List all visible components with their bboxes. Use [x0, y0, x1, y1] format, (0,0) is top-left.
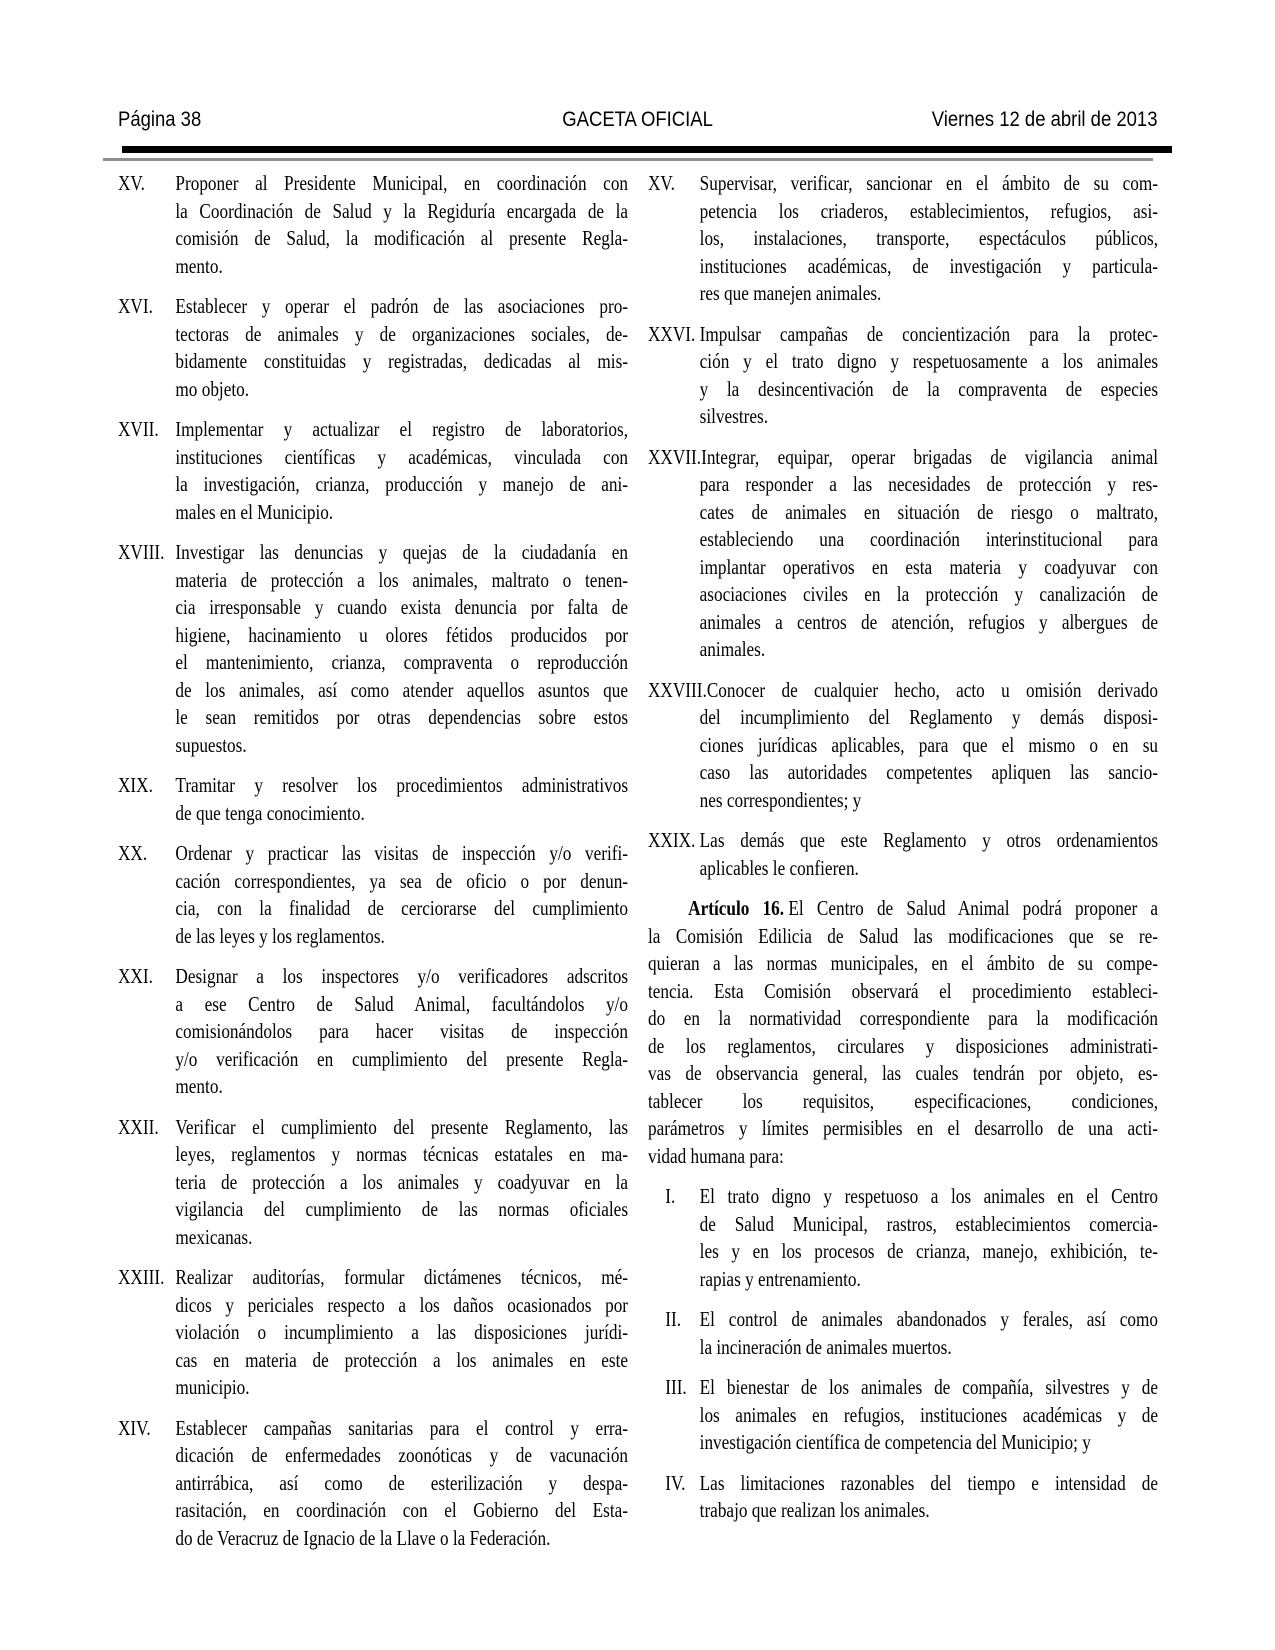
line-text: de Salud Municipal, rastros, establecimientos comercia- — [699, 1211, 1159, 1236]
text-line — [118, 991, 628, 1019]
text-line — [118, 1415, 628, 1443]
line-text: cia, con la finalidad de cerciorarse del cumplimiento — [175, 896, 629, 920]
text-line — [648, 1088, 1158, 1116]
text-line — [118, 649, 628, 677]
text-line — [118, 1319, 628, 1347]
item-number: XIV. — [118, 1415, 151, 1440]
text-line — [648, 581, 1158, 609]
line-text: males en el Municipio. — [175, 499, 334, 524]
text-line — [665, 1211, 1158, 1239]
line-text: Designar a los inspectores y/o verificadores adscritos — [175, 964, 629, 988]
text-line — [648, 280, 1158, 308]
text-line — [118, 1264, 628, 1292]
line-text: aplicables le confieren. — [699, 855, 859, 880]
line-text: los, instalaciones, transporte, espectáculos públicos, — [699, 226, 1159, 250]
text-line — [665, 1470, 1158, 1498]
line-text: Integrar, equipar, operar brigadas de vigilancia animal — [701, 444, 1159, 469]
line-text: de los animales, así como atender aquellos asuntos que — [175, 677, 629, 702]
text-line — [665, 1306, 1158, 1334]
text-line — [665, 1374, 1158, 1402]
text-line — [118, 1141, 628, 1169]
list-item — [118, 539, 628, 759]
list-item — [118, 293, 628, 403]
item-number: XV. — [118, 171, 145, 195]
line-text: comisionándolos para hacer visitas de inspección — [175, 1019, 629, 1043]
line-text: de los reglamentos, circulares y disposiciones administrati- — [648, 1033, 1159, 1058]
line-text: dicación de enfermedades zoonóticas y de vacunación — [175, 1443, 629, 1467]
text-line — [665, 1183, 1158, 1211]
line-text: y la desincentivación de la compraventa de especies — [699, 376, 1159, 401]
line-text: Implementar y actualizar el registro de laboratorios, — [175, 417, 629, 441]
left-column — [118, 170, 628, 1565]
line-text: caso las autoridades competentes apliquen las sancio- — [699, 760, 1159, 784]
line-text: bidamente constituidas y registradas, dedicadas al mis- — [175, 349, 629, 373]
item-number: XXVI. — [648, 321, 696, 346]
line-text: a ese Centro de Salud Animal, facultándolos y/o — [175, 991, 629, 1016]
line-text: asociaciones civiles en la protección y canalización de — [699, 582, 1159, 606]
list-item — [648, 444, 1158, 664]
item-number: III. — [665, 1375, 687, 1399]
text-line — [118, 1073, 628, 1101]
line-text: nes correspondientes; y — [699, 787, 862, 812]
item-number: XVIII. — [118, 540, 165, 564]
line-text: supuestos. — [175, 732, 247, 757]
text-line — [118, 1196, 628, 1224]
line-text: El bienestar de los animales de compañía, silvestres y de — [699, 1375, 1159, 1399]
text-line — [648, 787, 1158, 815]
text-line — [648, 609, 1158, 637]
text-line — [118, 868, 628, 896]
line-text: la incineración de animales muertos. — [699, 1334, 952, 1359]
text-line — [648, 827, 1158, 855]
item-number: XV. — [648, 171, 675, 195]
text-line — [648, 253, 1158, 281]
article-label: Artículo 16. — [688, 896, 785, 920]
text-line — [118, 416, 628, 444]
line-text: Tramitar y resolver los procedimientos administrativos — [175, 773, 629, 797]
line-text: vas de observancia general, las cuales tendrán por objeto, es- — [648, 1061, 1159, 1085]
text-line — [118, 1470, 628, 1498]
line-text: dicos y periciales respecto a los daños ocasionados por — [175, 1292, 629, 1317]
text-line — [118, 321, 628, 349]
text-line — [118, 253, 628, 281]
line-text: investigación científica de competencia del Municipio; y — [699, 1430, 1091, 1454]
line-text: implantar operativos en esta materia y coadyuvar con — [699, 554, 1159, 579]
text-line — [118, 1169, 628, 1197]
line-text: la Comisión Edilicia de Salud las modificaciones que se re- — [648, 923, 1159, 948]
line-text: le sean remitidos por otras dependencias sobre estos — [175, 705, 629, 729]
text-line — [118, 677, 628, 705]
list-item — [118, 1114, 628, 1252]
text-line — [665, 1429, 1158, 1457]
item-number: XXVIII. — [648, 677, 707, 702]
text-line — [118, 594, 628, 622]
text-line — [118, 471, 628, 499]
text-line — [118, 1114, 628, 1142]
list-item — [665, 1306, 1158, 1361]
line-text: y/o verificación en cumplimiento del presente Regla- — [175, 1046, 629, 1071]
line-text: parámetros y límites permisibles en el desarrollo de una acti- — [648, 1116, 1159, 1140]
line-text: la investigación, crianza, producción y manejo de ani- — [175, 472, 629, 496]
text-line — [118, 704, 628, 732]
list-item — [118, 963, 628, 1101]
item-number: XXII. — [118, 1114, 159, 1139]
text-line — [648, 677, 1158, 705]
line-text: mento. — [175, 1074, 223, 1098]
text-line — [118, 923, 628, 951]
text-line — [648, 855, 1158, 883]
line-text: estableciendo una coordinación interinstitucional para — [699, 527, 1159, 551]
text-line — [648, 1143, 1158, 1171]
list-item — [665, 1374, 1158, 1457]
line-text: Conocer de cualquier hecho, acto u omisión derivado — [706, 677, 1159, 702]
page-number: Página 38 — [118, 108, 202, 131]
line-text: mo objeto. — [175, 376, 250, 401]
header-rule-primary — [122, 146, 1172, 153]
text-line — [118, 732, 628, 760]
list-item — [118, 416, 628, 526]
line-text: quieran a las normas municipales, en el ámbito de su compe- — [648, 951, 1159, 975]
line-text: antirrábica, así como de esterilización y despa- — [175, 1470, 629, 1495]
line-text: Realizar auditorías, formular dictámenes técnicos, mé- — [175, 1265, 629, 1289]
right-column — [648, 170, 1158, 1538]
text-line — [648, 471, 1158, 499]
line-text: del incumplimiento del Reglamento y demás disposi- — [699, 705, 1159, 729]
line-text: tablecer los requisitos, especificaciones, condiciones, — [648, 1088, 1159, 1113]
list-item — [648, 677, 1158, 815]
item-number: XIX. — [118, 773, 153, 797]
list-item — [665, 1183, 1158, 1293]
line-text: la Coordinación de Salud y la Regiduría encargada de la — [175, 198, 629, 223]
text-line — [648, 321, 1158, 349]
text-line — [118, 1292, 628, 1320]
line-text: violación o incumplimiento a las disposiciones jurídi- — [175, 1320, 629, 1344]
line-text: Las limitaciones razonables del tiempo e intensidad de — [699, 1470, 1159, 1495]
list-item — [118, 1264, 628, 1402]
text-line — [648, 895, 1158, 923]
line-text: Supervisar, verificar, sancionar en el ámbito de su com- — [699, 171, 1159, 195]
line-text: rasitación, en coordinación con el Gobierno del Esta- — [175, 1498, 629, 1522]
text-line — [648, 1005, 1158, 1033]
line-text: Establecer campañas sanitarias para el control y erra- — [175, 1415, 629, 1440]
text-line — [648, 950, 1158, 978]
text-line — [118, 840, 628, 868]
text-line — [648, 1060, 1158, 1088]
line-text: les y en los procesos de crianza, manejo, exhibición, te- — [699, 1239, 1159, 1263]
text-line — [648, 554, 1158, 582]
line-text: mexicanas. — [175, 1224, 253, 1249]
line-text: municipio. — [175, 1375, 250, 1399]
line-text: instituciones científicas y académicas, vinculada con — [175, 444, 629, 469]
text-line — [665, 1334, 1158, 1362]
line-text: vigilancia del cumplimiento de las normas oficiales — [175, 1197, 629, 1221]
text-line — [648, 403, 1158, 431]
text-line — [118, 1224, 628, 1252]
list-item — [648, 827, 1158, 882]
line-text: Verificar el cumplimiento del presente Reglamento, las — [175, 1114, 629, 1139]
item-number: XXIII. — [118, 1265, 165, 1289]
text-line — [118, 444, 628, 472]
text-line — [118, 293, 628, 321]
line-text: trabajo que realizan los animales. — [699, 1498, 930, 1522]
item-number: XX. — [118, 841, 148, 865]
text-line — [648, 444, 1158, 472]
line-text: Ordenar y practicar las visitas de inspección y/o verifi- — [175, 841, 629, 865]
text-line — [665, 1238, 1158, 1266]
text-line — [118, 1374, 628, 1402]
line-text: cia irresponsable y cuando exista denuncia por falta de — [175, 595, 629, 619]
text-line — [118, 622, 628, 650]
text-line — [118, 895, 628, 923]
line-text: materia de protección a los animales, maltrato o tenen- — [175, 567, 629, 592]
list-item — [118, 1415, 628, 1553]
text-line — [648, 198, 1158, 226]
text-line — [665, 1402, 1158, 1430]
line-text: animales a centros de atención, refugios y albergues de — [699, 609, 1159, 634]
line-text: para responder a las necesidades de protección y res- — [699, 472, 1159, 496]
line-text: de las leyes y los reglamentos. — [175, 923, 385, 948]
gazette-title: GACETA OFICIAL — [562, 108, 713, 131]
line-text: ción y el trato digno y respetuosamente a los animales — [699, 349, 1159, 373]
text-line — [118, 225, 628, 253]
line-text: cates de animales en situación de riesgo o maltrato, — [699, 499, 1159, 524]
line-text: instituciones académicas, de investigación y particula- — [699, 253, 1159, 278]
header-date: Viernes 12 de abril de 2013 — [931, 108, 1157, 131]
line-text: Impulsar campañas de concientización para la protec- — [699, 321, 1159, 346]
line-text: silvestres. — [699, 404, 769, 428]
text-line — [118, 1442, 628, 1470]
line-text: Las demás que este Reglamento y otros ordenamientos — [699, 828, 1159, 852]
line-text: teria de protección a los animales y coadyuvar en la — [175, 1169, 629, 1194]
text-line — [648, 499, 1158, 527]
line-text: El Centro de Salud Animal podrá proponer a — [788, 896, 1159, 920]
list-item — [665, 1470, 1158, 1525]
text-line — [648, 732, 1158, 760]
text-line — [665, 1266, 1158, 1294]
line-text: mento. — [175, 253, 223, 278]
line-text: leyes, reglamentos y normas técnicas estatales en ma- — [175, 1142, 629, 1166]
text-line — [118, 539, 628, 567]
text-line — [648, 348, 1158, 376]
line-text: higiene, hacinamiento u olores fétidos producidos por — [175, 622, 629, 647]
item-number: II. — [665, 1307, 682, 1331]
item-number: I. — [665, 1184, 676, 1208]
line-text: el mantenimiento, crianza, compraventa o reproducción — [175, 650, 629, 674]
page-header — [118, 108, 1157, 134]
line-text: tectoras de animales y de organizaciones sociales, de- — [175, 321, 629, 346]
article-paragraph — [648, 895, 1158, 1170]
list-item — [118, 170, 628, 280]
text-line — [118, 376, 628, 404]
line-text: El trato digno y respetuoso a los animales en el Centro — [699, 1184, 1159, 1208]
line-text: vidad humana para: — [648, 1143, 784, 1168]
text-line — [648, 376, 1158, 404]
text-line — [665, 1497, 1158, 1525]
line-text: do en la normatividad correspondiente para la modificación — [648, 1006, 1159, 1030]
header-rule-shadow — [103, 158, 1153, 161]
line-text: animales. — [699, 637, 766, 661]
line-text: rapias y entrenamiento. — [699, 1266, 861, 1291]
text-line — [648, 526, 1158, 554]
text-line — [118, 1046, 628, 1074]
list-item — [648, 170, 1158, 308]
text-line — [118, 1018, 628, 1046]
text-line — [118, 348, 628, 376]
line-text: Establecer y operar el padrón de las asociaciones pro- — [175, 294, 629, 318]
text-line — [648, 759, 1158, 787]
line-text: ciones jurídicas aplicables, para que el mismo o en su — [699, 732, 1159, 757]
text-line — [118, 963, 628, 991]
line-text: cas en materia de protección a los animales en este — [175, 1347, 629, 1372]
item-number: XVI. — [118, 294, 153, 318]
text-line — [118, 1347, 628, 1375]
text-line — [118, 567, 628, 595]
text-line — [648, 170, 1158, 198]
line-text: Proponer al Presidente Municipal, en coordinación con — [175, 171, 629, 195]
text-line — [118, 772, 628, 800]
text-line — [118, 800, 628, 828]
item-number: XXVII. — [648, 444, 702, 469]
text-line — [118, 1525, 628, 1553]
list-item — [118, 840, 628, 950]
line-text: los animales en refugios, instituciones académicas y de — [699, 1402, 1159, 1427]
item-number: XXI. — [118, 964, 153, 988]
line-text: comisión de Salud, la modificación al presente Regla- — [175, 226, 629, 250]
text-line — [118, 1497, 628, 1525]
line-text: El control de animales abandonados y ferales, así como — [699, 1307, 1159, 1331]
line-text: tencia. Esta Comisión observará el procedimiento estableci- — [648, 978, 1159, 1003]
text-line — [648, 1033, 1158, 1061]
list-item — [648, 321, 1158, 431]
text-line — [648, 225, 1158, 253]
text-line — [118, 170, 628, 198]
item-number: IV. — [665, 1470, 686, 1495]
text-line — [118, 499, 628, 527]
line-text: petencia los criaderos, establecimientos, refugios, asi- — [699, 198, 1159, 223]
text-line — [648, 636, 1158, 664]
line-text: de que tenga conocimiento. — [175, 800, 365, 825]
line-text: cación correspondientes, ya sea de oficio o por denun- — [175, 868, 629, 893]
text-line — [648, 1115, 1158, 1143]
line-text: Investigar las denuncias y quejas de la ciudadanía en — [175, 540, 629, 564]
text-line — [648, 704, 1158, 732]
line-text: res que manejen animales. — [699, 281, 882, 305]
item-number: XXIX. — [648, 828, 696, 852]
line-text: do de Veracruz de Ignacio de la Llave o la Federación. — [175, 1525, 551, 1550]
text-line — [648, 978, 1158, 1006]
text-line — [118, 198, 628, 226]
list-item — [118, 772, 628, 827]
item-number: XVII. — [118, 417, 159, 441]
text-line — [648, 923, 1158, 951]
